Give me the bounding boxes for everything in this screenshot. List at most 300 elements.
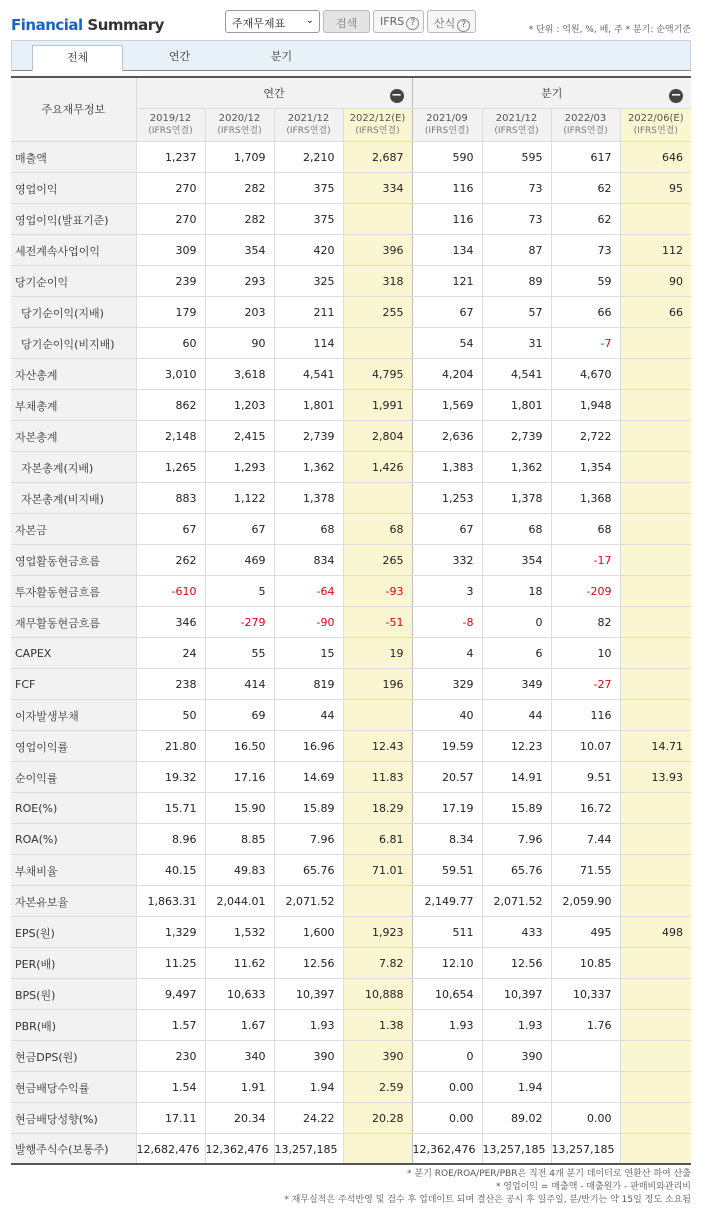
footnote: * 영업이익 = 매출액 - 매출원가 - 판매비와관리비 — [495, 1182, 691, 1192]
table-cell: 24 — [136, 637, 205, 668]
table-cell: 883 — [136, 482, 205, 513]
table-row — [11, 823, 691, 854]
table-cell: 73 — [482, 203, 551, 234]
period-header — [343, 108, 412, 141]
table-cell: -27 — [551, 668, 620, 699]
table-cell: 0.00 — [412, 1071, 482, 1102]
table-cell: 7.82 — [343, 947, 412, 978]
row-label: 자본총계(비지배) — [11, 482, 136, 513]
table-cell: 1,600 — [274, 916, 343, 947]
table-row — [11, 792, 691, 823]
table-cell: 116 — [412, 203, 482, 234]
table-cell: 17.16 — [205, 761, 274, 792]
table-cell — [620, 513, 691, 544]
table-cell: 8.34 — [412, 823, 482, 854]
table-cell: 646 — [620, 141, 691, 172]
table-cell: -17 — [551, 544, 620, 575]
table-cell — [620, 606, 691, 637]
table-cell: 3 — [412, 575, 482, 606]
quarter-group-label: 분기 — [541, 86, 563, 100]
table-cell: 318 — [343, 265, 412, 296]
table-cell: 414 — [205, 668, 274, 699]
table-cell — [551, 1071, 620, 1102]
table-cell: 10,654 — [412, 978, 482, 1009]
period-header — [274, 108, 343, 141]
row-label: 영업이익(발표기준) — [11, 203, 136, 234]
period-basis: (IFRS연결) — [424, 125, 470, 136]
table-cell: 16.72 — [551, 792, 620, 823]
table-cell: 66 — [551, 296, 620, 327]
row-label: 투자활동현금흐름 — [11, 575, 136, 606]
table-cell: 90 — [620, 265, 691, 296]
table-cell: 66 — [620, 296, 691, 327]
table-cell: 1,378 — [482, 482, 551, 513]
period-date: 2022/06(E) — [627, 112, 684, 124]
table-cell — [620, 1009, 691, 1040]
table-row — [11, 854, 691, 885]
table-cell — [343, 327, 412, 358]
page-title — [11, 16, 164, 34]
table-cell — [620, 947, 691, 978]
table-cell: 71.01 — [343, 854, 412, 885]
table-cell: 62 — [551, 203, 620, 234]
table-cell: 18.29 — [343, 792, 412, 823]
table-row — [11, 606, 691, 637]
table-cell — [343, 885, 412, 916]
table-cell: 375 — [274, 203, 343, 234]
table-cell: 11.62 — [205, 947, 274, 978]
table-cell: 211 — [274, 296, 343, 327]
row-label: 현금배당성향(%) — [11, 1102, 136, 1133]
title-summary: Summary — [87, 16, 164, 34]
table-cell: 1,362 — [274, 451, 343, 482]
table-cell: 1,801 — [274, 389, 343, 420]
table-cell: 255 — [343, 296, 412, 327]
table-cell: 4,670 — [551, 358, 620, 389]
table-cell: 2,071.52 — [482, 885, 551, 916]
row-label: 자본유보율 — [11, 885, 136, 916]
footnote: * 분기 ROE/ROA/PER/PBR은 직전 4개 분기 데이터로 연환산 하여 산출 — [407, 1169, 691, 1179]
table-cell: -64 — [274, 575, 343, 606]
table-cell: 13,257,185 — [482, 1133, 551, 1164]
tab-quarterly[interactable]: 분기 — [270, 50, 293, 63]
table-cell: 1,991 — [343, 389, 412, 420]
table-cell: 334 — [343, 172, 412, 203]
table-cell: 2,804 — [343, 420, 412, 451]
table-cell: 14.91 — [482, 761, 551, 792]
row-label: PER(배) — [11, 947, 136, 978]
table-cell: 71.55 — [551, 854, 620, 885]
table-row — [11, 978, 691, 1009]
table-cell: 10,888 — [343, 978, 412, 1009]
row-label: 발행주식수(보통주) — [11, 1133, 136, 1164]
table-cell — [620, 203, 691, 234]
table-cell: 73 — [551, 234, 620, 265]
table-cell: 9,497 — [136, 978, 205, 1009]
table-cell: 12,682,476 — [136, 1133, 205, 1164]
table-cell — [620, 1071, 691, 1102]
table-row — [11, 1040, 691, 1071]
table-cell: 511 — [412, 916, 482, 947]
table-cell: 196 — [343, 668, 412, 699]
table-cell: 40 — [412, 699, 482, 730]
row-label: 당기순이익(비지배) — [11, 327, 136, 358]
table-cell: 20.28 — [343, 1102, 412, 1133]
table-cell: 90 — [205, 327, 274, 358]
table-cell: 21.80 — [136, 730, 205, 761]
table-row — [11, 327, 691, 358]
table-cell: 12.56 — [482, 947, 551, 978]
table-cell: 73 — [482, 172, 551, 203]
table-cell: 293 — [205, 265, 274, 296]
table-cell: 2,636 — [412, 420, 482, 451]
row-label: PBR(배) — [11, 1009, 136, 1040]
table-cell: 12.43 — [343, 730, 412, 761]
table-cell: 495 — [551, 916, 620, 947]
table-cell: 10,397 — [274, 978, 343, 1009]
table-row — [11, 265, 691, 296]
table-cell: 0.00 — [412, 1102, 482, 1133]
table-cell: 2,059.90 — [551, 885, 620, 916]
table-cell: 1,203 — [205, 389, 274, 420]
table-cell: 617 — [551, 141, 620, 172]
table-cell: 270 — [136, 203, 205, 234]
table-cell: 68 — [274, 513, 343, 544]
tab-all[interactable]: 전체 — [32, 45, 123, 71]
table-cell: 238 — [136, 668, 205, 699]
table-cell: 2,687 — [343, 141, 412, 172]
table-cell: 68 — [551, 513, 620, 544]
table-cell: -8 — [412, 606, 482, 637]
table-cell — [620, 823, 691, 854]
table-row — [11, 761, 691, 792]
period-basis: (IFRS연결) — [148, 125, 193, 136]
table-row — [11, 141, 691, 172]
table-row — [11, 885, 691, 916]
table-cell: 1,801 — [482, 389, 551, 420]
table-cell: 44 — [274, 699, 343, 730]
title-financial: Financial — [11, 16, 83, 34]
table-row — [11, 668, 691, 699]
table-cell: 265 — [343, 544, 412, 575]
table-cell: 1,368 — [551, 482, 620, 513]
table-cell: 6 — [482, 637, 551, 668]
table-cell: 10,633 — [205, 978, 274, 1009]
table-cell: 1,329 — [136, 916, 205, 947]
table-cell: 14.71 — [620, 730, 691, 761]
table-cell: 20.34 — [205, 1102, 274, 1133]
table-row — [11, 389, 691, 420]
table-cell: 65.76 — [482, 854, 551, 885]
tab-annual[interactable]: 연간 — [168, 50, 191, 63]
table-row — [11, 296, 691, 327]
collapse-annual-icon[interactable]: − — [391, 88, 402, 103]
table-cell — [343, 699, 412, 730]
period-date: 2019/12 — [149, 112, 192, 124]
period-date: 2021/12 — [287, 112, 330, 124]
period-basis: (IFRS연결) — [355, 125, 400, 136]
table-cell: 433 — [482, 916, 551, 947]
table-cell: 354 — [205, 234, 274, 265]
table-cell — [551, 1040, 620, 1071]
table-cell: 15.90 — [205, 792, 274, 823]
table-row — [11, 699, 691, 730]
table-cell: 340 — [205, 1040, 274, 1071]
table-cell: -279 — [205, 606, 274, 637]
table-cell: 8.85 — [205, 823, 274, 854]
table-cell: 1,863.31 — [136, 885, 205, 916]
table-cell: 95 — [620, 172, 691, 203]
table-cell: 5 — [205, 575, 274, 606]
row-label: 부채총계 — [11, 389, 136, 420]
table-cell: 2,148 — [136, 420, 205, 451]
table-cell — [343, 1133, 412, 1164]
top-bar — [0, 0, 701, 40]
table-cell: 62 — [551, 172, 620, 203]
row-label: 자산총계 — [11, 358, 136, 389]
statement-type-select[interactable] — [225, 10, 320, 33]
table-cell: 332 — [412, 544, 482, 575]
financial-summary-table — [11, 76, 691, 1165]
table-cell: 1.67 — [205, 1009, 274, 1040]
row-label: 당기순이익 — [11, 265, 136, 296]
table-cell: 1,378 — [274, 482, 343, 513]
period-basis: (IFRS연결) — [563, 125, 608, 136]
table-cell: 3,010 — [136, 358, 205, 389]
table-cell: 262 — [136, 544, 205, 575]
table-cell: 59 — [551, 265, 620, 296]
table-cell — [620, 668, 691, 699]
table-cell: 67 — [412, 296, 482, 327]
period-tabs — [11, 40, 691, 71]
table-cell — [343, 203, 412, 234]
table-cell: 390 — [482, 1040, 551, 1071]
table-cell: 2,415 — [205, 420, 274, 451]
table-cell: 13,257,185 — [274, 1133, 343, 1164]
table-cell: -93 — [343, 575, 412, 606]
table-cell: -51 — [343, 606, 412, 637]
table-cell: 0 — [412, 1040, 482, 1071]
table-cell: 1.94 — [482, 1071, 551, 1102]
table-cell: 239 — [136, 265, 205, 296]
table-cell: 12.56 — [274, 947, 343, 978]
period-basis: (IFRS연결) — [494, 125, 539, 136]
row-label: 이자발생부채 — [11, 699, 136, 730]
row-label: ROE(%) — [11, 792, 136, 823]
table-cell: 329 — [412, 668, 482, 699]
question-icon: ? — [406, 17, 419, 30]
table-cell: 325 — [274, 265, 343, 296]
table-cell: 375 — [274, 172, 343, 203]
table-cell: 19 — [343, 637, 412, 668]
period-header — [136, 108, 205, 141]
table-cell — [620, 451, 691, 482]
table-cell: 57 — [482, 296, 551, 327]
table-cell: 4,541 — [482, 358, 551, 389]
table-cell — [620, 637, 691, 668]
table-cell: 31 — [482, 327, 551, 358]
table-cell — [620, 854, 691, 885]
footnotes — [284, 1168, 691, 1207]
row-label: FCF — [11, 668, 136, 699]
table-cell: 24.22 — [274, 1102, 343, 1133]
table-row — [11, 513, 691, 544]
table-cell: 834 — [274, 544, 343, 575]
row-label: 현금DPS(원) — [11, 1040, 136, 1071]
table-row — [11, 916, 691, 947]
table-cell: 11.25 — [136, 947, 205, 978]
table-cell — [620, 792, 691, 823]
table-cell: 17.19 — [412, 792, 482, 823]
table-cell: 116 — [551, 699, 620, 730]
table-cell: 282 — [205, 203, 274, 234]
table-cell: 12,362,476 — [412, 1133, 482, 1164]
table-row — [11, 1071, 691, 1102]
chevron-down-icon: ⌄ — [305, 15, 314, 26]
period-basis: (IFRS연결) — [217, 125, 262, 136]
table-cell: 1,354 — [551, 451, 620, 482]
row-label: 부채비율 — [11, 854, 136, 885]
table-cell: 68 — [482, 513, 551, 544]
table-cell: 230 — [136, 1040, 205, 1071]
table-cell: -7 — [551, 327, 620, 358]
table-cell: 59.51 — [412, 854, 482, 885]
period-date: 2022/12(E) — [349, 112, 406, 124]
table-row — [11, 451, 691, 482]
table-cell: 1,122 — [205, 482, 274, 513]
table-cell: 89.02 — [482, 1102, 551, 1133]
row-label: 재무활동현금흐름 — [11, 606, 136, 637]
table-cell: 270 — [136, 172, 205, 203]
table-cell: 6.81 — [343, 823, 412, 854]
table-cell: 89 — [482, 265, 551, 296]
table-cell: 67 — [136, 513, 205, 544]
table-cell: 15.89 — [482, 792, 551, 823]
table-cell: 0 — [482, 606, 551, 637]
formula-label: 산식 — [434, 17, 456, 30]
table-cell: 1.94 — [274, 1071, 343, 1102]
period-basis: (IFRS연결) — [286, 125, 331, 136]
table-cell: 10.07 — [551, 730, 620, 761]
table-cell: 18 — [482, 575, 551, 606]
table-cell: 68 — [343, 513, 412, 544]
ifrs-help-button[interactable] — [373, 10, 424, 33]
table-cell: 1,709 — [205, 141, 274, 172]
table-cell: 65.76 — [274, 854, 343, 885]
table-cell: 121 — [412, 265, 482, 296]
table-cell: 67 — [205, 513, 274, 544]
table-cell: -610 — [136, 575, 205, 606]
annual-group-label: 연간 — [263, 86, 285, 100]
table-cell: 2,071.52 — [274, 885, 343, 916]
collapse-quarter-icon[interactable]: − — [670, 88, 682, 103]
table-row — [11, 358, 691, 389]
table-cell — [620, 358, 691, 389]
table-cell: 12.10 — [412, 947, 482, 978]
table-cell: 4 — [412, 637, 482, 668]
table-cell: 2,149.77 — [412, 885, 482, 916]
table-cell: 16.96 — [274, 730, 343, 761]
table-cell: 309 — [136, 234, 205, 265]
table-cell: 2.59 — [343, 1071, 412, 1102]
unit-note: * 단위 : 억원, %, 배, 주 * 분기: 순액기준 — [528, 25, 691, 35]
table-cell: 1.93 — [274, 1009, 343, 1040]
table-cell: 87 — [482, 234, 551, 265]
table-cell: 7.44 — [551, 823, 620, 854]
table-cell: 10,397 — [482, 978, 551, 1009]
table-cell: 862 — [136, 389, 205, 420]
period-date: 2021/12 — [495, 112, 538, 124]
table-cell: 44 — [482, 699, 551, 730]
table-cell: 1,532 — [205, 916, 274, 947]
table-cell: 1.57 — [136, 1009, 205, 1040]
table-cell: 12.23 — [482, 730, 551, 761]
table-cell: 10 — [551, 637, 620, 668]
table-cell: 10,337 — [551, 978, 620, 1009]
row-label: 영업활동현금흐름 — [11, 544, 136, 575]
table-cell: 1,426 — [343, 451, 412, 482]
table-cell: 354 — [482, 544, 551, 575]
table-cell: 346 — [136, 606, 205, 637]
table-row — [11, 203, 691, 234]
period-header — [551, 108, 620, 141]
table-cell: 1,948 — [551, 389, 620, 420]
table-cell: 16.50 — [205, 730, 274, 761]
table-cell: -90 — [274, 606, 343, 637]
table-cell — [620, 482, 691, 513]
table-cell: 55 — [205, 637, 274, 668]
table-cell: 13,257,185 — [551, 1133, 620, 1164]
label-column-header: 주요재무정보 — [11, 77, 136, 141]
table-cell — [620, 575, 691, 606]
table-cell: 2,739 — [482, 420, 551, 451]
table-cell — [620, 389, 691, 420]
table-row — [11, 234, 691, 265]
row-label: BPS(원) — [11, 978, 136, 1009]
row-label: 자본총계(지배) — [11, 451, 136, 482]
table-cell — [620, 327, 691, 358]
table-cell: 11.83 — [343, 761, 412, 792]
statement-type-value: 주재무제표 — [232, 17, 286, 30]
question-icon: ? — [457, 19, 470, 32]
table-cell — [620, 699, 691, 730]
table-row — [11, 1133, 691, 1164]
row-label: ROA(%) — [11, 823, 136, 854]
table-cell: 2,044.01 — [205, 885, 274, 916]
table-cell: 1,237 — [136, 141, 205, 172]
table-cell: 8.96 — [136, 823, 205, 854]
table-cell: 112 — [620, 234, 691, 265]
table-cell: 17.11 — [136, 1102, 205, 1133]
table-row — [11, 575, 691, 606]
table-cell: 203 — [205, 296, 274, 327]
ifrs-label: IFRS — [380, 15, 405, 28]
table-cell: 7.96 — [482, 823, 551, 854]
table-cell: 20.57 — [412, 761, 482, 792]
table-cell — [620, 544, 691, 575]
table-cell: 1.76 — [551, 1009, 620, 1040]
annual-group-header — [136, 77, 412, 108]
formula-help-button[interactable] — [427, 10, 476, 33]
period-date: 2020/12 — [218, 112, 261, 124]
period-header — [482, 108, 551, 141]
search-button[interactable]: 검색 — [323, 10, 370, 33]
table-cell: 595 — [482, 141, 551, 172]
table-cell: 390 — [343, 1040, 412, 1071]
row-label: 순이익률 — [11, 761, 136, 792]
table-cell: 7.96 — [274, 823, 343, 854]
row-label: 자본총계 — [11, 420, 136, 451]
